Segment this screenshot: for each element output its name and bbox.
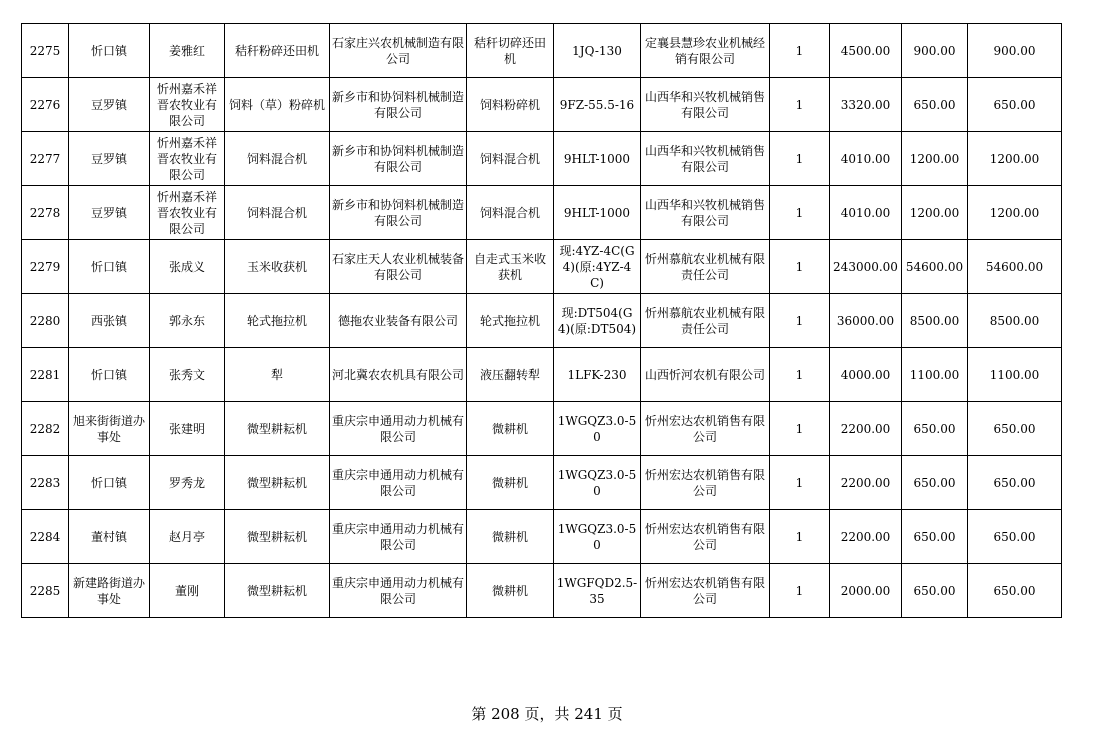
cell-buyer: 姜雅红 xyxy=(150,24,225,78)
table-row xyxy=(22,24,1062,78)
cell-dealer: 山西华和兴牧机械销售有限公司 xyxy=(641,186,770,240)
cell-subsidy-total: 650.00 xyxy=(968,402,1062,456)
cell-subsidy-total: 54600.00 xyxy=(968,240,1062,294)
cell-product-name: 轮式拖拉机 xyxy=(467,294,554,348)
cell-machine-category: 饲料（草）粉碎机 xyxy=(225,78,330,132)
table-row xyxy=(22,78,1062,132)
cell-price: 4010.00 xyxy=(830,132,902,186)
cell-town: 旭来街街道办事处 xyxy=(69,402,150,456)
cell-dealer: 忻州慕航农业机械有限责任公司 xyxy=(641,240,770,294)
cell-product-name: 液压翻转犁 xyxy=(467,348,554,402)
cell-subsidy: 650.00 xyxy=(902,456,968,510)
cell-quantity: 1 xyxy=(770,240,830,294)
cell-subsidy: 8500.00 xyxy=(902,294,968,348)
cell-number: 2277 xyxy=(22,132,69,186)
cell-number: 2284 xyxy=(22,510,69,564)
cell-machine-category: 轮式拖拉机 xyxy=(225,294,330,348)
cell-machine-category: 微型耕耘机 xyxy=(225,510,330,564)
cell-buyer: 张成义 xyxy=(150,240,225,294)
cell-subsidy-total: 650.00 xyxy=(968,456,1062,510)
cell-price: 4000.00 xyxy=(830,348,902,402)
cell-model: 9HLT-1000 xyxy=(554,132,641,186)
cell-quantity: 1 xyxy=(770,132,830,186)
cell-subsidy-total: 1200.00 xyxy=(968,132,1062,186)
cell-dealer: 定襄县慧珍农业机械经销有限公司 xyxy=(641,24,770,78)
cell-subsidy: 900.00 xyxy=(902,24,968,78)
table-row xyxy=(22,294,1062,348)
table-row xyxy=(22,186,1062,240)
cell-subsidy: 650.00 xyxy=(902,402,968,456)
cell-price: 3320.00 xyxy=(830,78,902,132)
cell-number: 2281 xyxy=(22,348,69,402)
cell-town: 忻口镇 xyxy=(69,348,150,402)
cell-quantity: 1 xyxy=(770,402,830,456)
table-row xyxy=(22,456,1062,510)
page-footer: 第 208 页，共 241 页 xyxy=(471,705,623,723)
cell-number: 2279 xyxy=(22,240,69,294)
cell-buyer: 张建明 xyxy=(150,402,225,456)
cell-price: 2200.00 xyxy=(830,456,902,510)
cell-manufacturer: 新乡市和协饲料机械制造有限公司 xyxy=(330,132,467,186)
cell-dealer: 忻州宏达农机销售有限公司 xyxy=(641,510,770,564)
cell-manufacturer: 河北冀农农机具有限公司 xyxy=(330,348,467,402)
cell-model: 9HLT-1000 xyxy=(554,186,641,240)
cell-machine-category: 玉米收获机 xyxy=(225,240,330,294)
cell-town: 董村镇 xyxy=(69,510,150,564)
cell-model: 9FZ-55.5-16 xyxy=(554,78,641,132)
cell-quantity: 1 xyxy=(770,24,830,78)
cell-manufacturer: 新乡市和协饲料机械制造有限公司 xyxy=(330,186,467,240)
cell-manufacturer: 新乡市和协饲料机械制造有限公司 xyxy=(330,78,467,132)
cell-quantity: 1 xyxy=(770,348,830,402)
cell-product-name: 自走式玉米收获机 xyxy=(467,240,554,294)
cell-town: 新建路街道办事处 xyxy=(69,564,150,618)
cell-number: 2276 xyxy=(22,78,69,132)
cell-manufacturer: 重庆宗申通用动力机械有限公司 xyxy=(330,510,467,564)
cell-price: 4500.00 xyxy=(830,24,902,78)
cell-town: 忻口镇 xyxy=(69,24,150,78)
cell-subsidy-total: 1100.00 xyxy=(968,348,1062,402)
cell-product-name: 秸秆切碎还田机 xyxy=(467,24,554,78)
cell-price: 2200.00 xyxy=(830,402,902,456)
cell-number: 2280 xyxy=(22,294,69,348)
cell-manufacturer: 德拖农业装备有限公司 xyxy=(330,294,467,348)
table-row xyxy=(22,402,1062,456)
cell-model: 现:DT504(G4)(原:DT504) xyxy=(554,294,641,348)
table-body xyxy=(22,24,1062,618)
cell-quantity: 1 xyxy=(770,186,830,240)
cell-machine-category: 微型耕耘机 xyxy=(225,402,330,456)
cell-machine-category: 犁 xyxy=(225,348,330,402)
cell-subsidy-total: 900.00 xyxy=(968,24,1062,78)
cell-quantity: 1 xyxy=(770,456,830,510)
cell-buyer: 郭永东 xyxy=(150,294,225,348)
cell-buyer: 忻州嘉禾祥晋农牧业有限公司 xyxy=(150,78,225,132)
subsidy-table xyxy=(21,23,1062,618)
cell-subsidy: 1200.00 xyxy=(902,186,968,240)
cell-product-name: 饲料粉碎机 xyxy=(467,78,554,132)
cell-town: 忻口镇 xyxy=(69,240,150,294)
cell-town: 豆罗镇 xyxy=(69,186,150,240)
cell-product-name: 饲料混合机 xyxy=(467,186,554,240)
cell-subsidy-total: 8500.00 xyxy=(968,294,1062,348)
cell-town: 忻口镇 xyxy=(69,456,150,510)
cell-buyer: 赵月亭 xyxy=(150,510,225,564)
cell-subsidy-total: 650.00 xyxy=(968,510,1062,564)
cell-dealer: 忻州宏达农机销售有限公司 xyxy=(641,402,770,456)
cell-product-name: 微耕机 xyxy=(467,456,554,510)
cell-buyer: 董刚 xyxy=(150,564,225,618)
cell-product-name: 微耕机 xyxy=(467,402,554,456)
cell-number: 2282 xyxy=(22,402,69,456)
cell-price: 4010.00 xyxy=(830,186,902,240)
cell-dealer: 山西华和兴牧机械销售有限公司 xyxy=(641,78,770,132)
cell-machine-category: 饲料混合机 xyxy=(225,186,330,240)
cell-buyer: 张秀文 xyxy=(150,348,225,402)
cell-price: 36000.00 xyxy=(830,294,902,348)
cell-model: 1WGQZ3.0-50 xyxy=(554,402,641,456)
cell-model: 现:4YZ-4C(G4)(原:4YZ-4C) xyxy=(554,240,641,294)
cell-machine-category: 微型耕耘机 xyxy=(225,456,330,510)
table-row xyxy=(22,348,1062,402)
cell-manufacturer: 石家庄天人农业机械装备有限公司 xyxy=(330,240,467,294)
cell-number: 2285 xyxy=(22,564,69,618)
cell-subsidy-total: 650.00 xyxy=(968,78,1062,132)
cell-subsidy-total: 1200.00 xyxy=(968,186,1062,240)
cell-product-name: 微耕机 xyxy=(467,564,554,618)
table-row xyxy=(22,132,1062,186)
table-row xyxy=(22,510,1062,564)
cell-machine-category: 秸秆粉碎还田机 xyxy=(225,24,330,78)
cell-manufacturer: 重庆宗申通用动力机械有限公司 xyxy=(330,564,467,618)
table-row xyxy=(22,240,1062,294)
cell-number: 2283 xyxy=(22,456,69,510)
cell-subsidy: 1200.00 xyxy=(902,132,968,186)
cell-number: 2278 xyxy=(22,186,69,240)
cell-machine-category: 微型耕耘机 xyxy=(225,564,330,618)
cell-buyer: 罗秀龙 xyxy=(150,456,225,510)
cell-machine-category: 饲料混合机 xyxy=(225,132,330,186)
cell-model: 1JQ-130 xyxy=(554,24,641,78)
cell-product-name: 饲料混合机 xyxy=(467,132,554,186)
cell-model: 1WGFQD2.5-35 xyxy=(554,564,641,618)
cell-town: 西张镇 xyxy=(69,294,150,348)
cell-manufacturer: 石家庄兴农机械制造有限公司 xyxy=(330,24,467,78)
cell-subsidy: 650.00 xyxy=(902,510,968,564)
cell-buyer: 忻州嘉禾祥晋农牧业有限公司 xyxy=(150,132,225,186)
cell-price: 2000.00 xyxy=(830,564,902,618)
cell-model: 1LFK-230 xyxy=(554,348,641,402)
cell-dealer: 忻州宏达农机销售有限公司 xyxy=(641,456,770,510)
cell-dealer: 山西华和兴牧机械销售有限公司 xyxy=(641,132,770,186)
cell-model: 1WGQZ3.0-50 xyxy=(554,510,641,564)
cell-quantity: 1 xyxy=(770,564,830,618)
cell-product-name: 微耕机 xyxy=(467,510,554,564)
cell-subsidy: 54600.00 xyxy=(902,240,968,294)
cell-manufacturer: 重庆宗申通用动力机械有限公司 xyxy=(330,402,467,456)
cell-dealer: 山西忻河农机有限公司 xyxy=(641,348,770,402)
cell-dealer: 忻州慕航农业机械有限责任公司 xyxy=(641,294,770,348)
cell-subsidy: 650.00 xyxy=(902,78,968,132)
cell-quantity: 1 xyxy=(770,294,830,348)
cell-manufacturer: 重庆宗申通用动力机械有限公司 xyxy=(330,456,467,510)
cell-dealer: 忻州宏达农机销售有限公司 xyxy=(641,564,770,618)
cell-quantity: 1 xyxy=(770,510,830,564)
cell-price: 243000.00 xyxy=(830,240,902,294)
cell-number: 2275 xyxy=(22,24,69,78)
cell-town: 豆罗镇 xyxy=(69,78,150,132)
cell-model: 1WGQZ3.0-50 xyxy=(554,456,641,510)
cell-price: 2200.00 xyxy=(830,510,902,564)
cell-subsidy: 650.00 xyxy=(902,564,968,618)
cell-quantity: 1 xyxy=(770,78,830,132)
cell-town: 豆罗镇 xyxy=(69,132,150,186)
table-row xyxy=(22,564,1062,618)
cell-buyer: 忻州嘉禾祥晋农牧业有限公司 xyxy=(150,186,225,240)
cell-subsidy-total: 650.00 xyxy=(968,564,1062,618)
cell-subsidy: 1100.00 xyxy=(902,348,968,402)
